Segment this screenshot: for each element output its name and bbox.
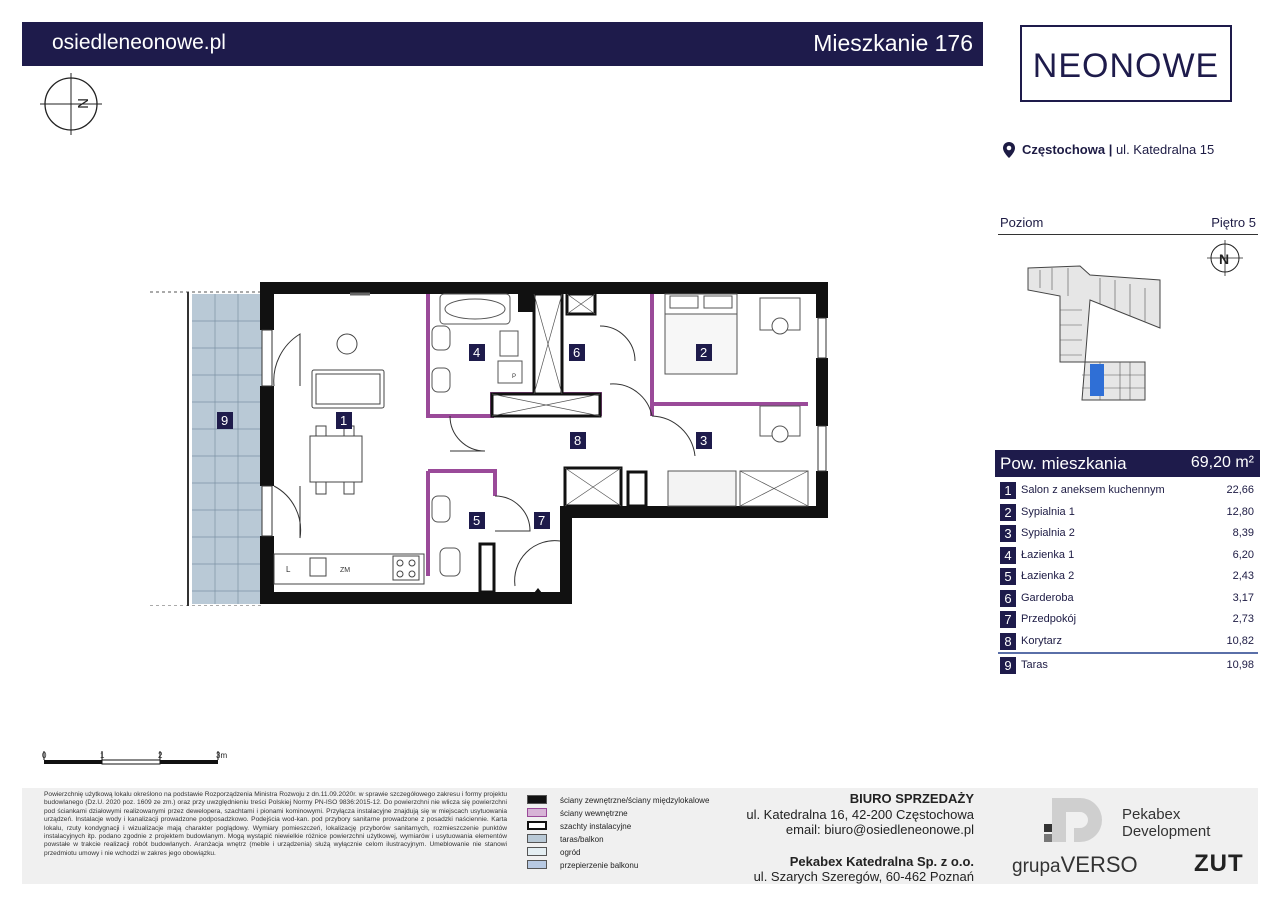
rooms-table <box>1000 481 1256 653</box>
legend-swatch <box>527 860 547 869</box>
room-label-1: 1 <box>340 413 348 428</box>
disclaimer-text: Powierzchnię użytkową lokalu określono na podstawie Rozporządzenia Ministra Rozwoju z dn.11.09.2020r. w sprawie szczegółowego zakresu i formy projektu budowlanego (Dz.U. 2020 poz. 1609 ze zm.) oraz przy uwzględnieniu treści Polskiej Normy PN-ISO 9836:2015-12. Do powierzchni nie wlicza się powierzchni pod ściankami działowymi realizowanymi przez dewelopera, szachtami i pionami kominowymi. Przyłącza instalacyjne znajdują się w miejscach usytuowania urządzeń. Instalacje wody i kanalizacji prowadzone podposadzkowo. Podejścia wod-kan. pod przybory sanitarne prowadzone z posadzki naściennie. Karta lokalu, rzuty kondygnacji i wizualizacje mają charakter poglądowy. Wymiary pomieszczeń, lokalizację przyborów sanitarnych, rozmieszczenie punktów instalacyjnych itp. podano zgodnie z projektem budowlanym. Mogą wystąpić niewielkie różnice powierzchni użytkowej, wymiarów i usytuowania elementów powstałe w trakcie realizacji robót budowlanych. Aranżacja wnętrz (meble i urządzenia) służą wyłącznie celom ilustracyjnym. Umeblowanie nie stanowi przedmiotu umowy i nie wchodzi w zakres jego obowiązku. <box>44 791 507 857</box>
room-number: 8 <box>1000 633 1016 650</box>
bed-icon <box>665 294 737 374</box>
room-area: 2,73 <box>1232 613 1254 625</box>
legend-label: ściany wewnętrzne <box>560 809 628 818</box>
room-area: 12,80 <box>1226 505 1254 518</box>
sink-label: L <box>286 565 291 574</box>
office-address: ul. Katedralna 16, 42-200 Częstochowa <box>746 806 974 822</box>
room-name: Sypialnia 1 <box>1021 505 1075 518</box>
legend-swatch <box>527 821 547 830</box>
room-label-2: 2 <box>700 345 708 360</box>
area-header <box>995 450 1260 477</box>
area-label: Pow. mieszkania <box>1000 454 1127 473</box>
room-number: 9 <box>1000 657 1016 674</box>
room-area: 10,98 <box>1226 659 1254 671</box>
building-key-plan <box>1020 240 1260 415</box>
level-value: Piętro 5 <box>1211 215 1256 230</box>
scale-bar <box>40 748 240 768</box>
room-row <box>1000 503 1256 525</box>
address-city: Częstochowa <box>1022 142 1106 157</box>
room-area: 3,17 <box>1232 591 1254 604</box>
room-row <box>1000 589 1256 611</box>
scale-tick-2: 2 <box>158 751 163 760</box>
room-area: 10,82 <box>1226 634 1254 647</box>
room-number: 6 <box>1000 590 1016 607</box>
room-name: Łazienka 2 <box>1021 570 1075 582</box>
address-street: ul. Katedralna 15 <box>1115 142 1215 157</box>
site-link[interactable]: osiedleneonowe.pl <box>52 31 226 54</box>
address-separator: | <box>1105 142 1116 157</box>
legend-label: taras/balkon <box>560 835 604 844</box>
room-name: Salon z aneksem kuchennym <box>1021 484 1165 496</box>
room-label-7: 7 <box>538 513 546 528</box>
company-name: Pekabex Katedralna Sp. z o.o. <box>789 853 974 869</box>
level-info <box>1000 215 1256 230</box>
room-area: 8,39 <box>1232 527 1254 539</box>
room-number: 5 <box>1000 568 1016 585</box>
scale-tick-3: 3m <box>216 751 228 760</box>
scale-tick-0: 0 <box>42 751 47 760</box>
room-row <box>1000 546 1256 568</box>
logo-text: NEONOWE <box>1032 47 1220 85</box>
room-name: Sypialnia 2 <box>1021 527 1075 539</box>
apartment-title: Mieszkanie 176 <box>813 30 973 56</box>
room-area: 2,43 <box>1232 570 1254 582</box>
legend-swatch <box>527 808 547 817</box>
living-furniture <box>274 334 424 584</box>
compass-icon <box>40 73 102 135</box>
room-row <box>1000 481 1256 503</box>
legend-swatch <box>527 834 547 843</box>
room-area: 22,66 <box>1226 484 1254 496</box>
pekabex-logo-icon <box>1040 794 1110 844</box>
room-label-4: 4 <box>473 345 481 360</box>
room-name: Przedpokój <box>1021 613 1077 625</box>
compass-label: N <box>74 98 91 109</box>
fridge-label: P <box>512 374 517 380</box>
legend-label: przepierzenie balkonu <box>560 861 639 870</box>
terrace-area <box>150 292 262 606</box>
room-label-5: 5 <box>473 513 481 528</box>
room-number: 3 <box>1000 525 1016 542</box>
scale-tick-1: 1 <box>100 751 105 760</box>
legend-swatch <box>527 795 547 804</box>
room-name: Korytarz <box>1021 634 1062 647</box>
area-value: 69,20 m² <box>1190 454 1254 471</box>
room-number: 7 <box>1000 611 1016 628</box>
room-number: 4 <box>1000 547 1016 564</box>
office-title: BIURO SPRZEDAŻY <box>849 791 974 806</box>
room-name: Taras <box>1021 659 1048 671</box>
room-row <box>1000 632 1256 654</box>
room-label-8: 8 <box>574 433 582 448</box>
zut-logo: ZUT <box>1194 850 1244 877</box>
room-name: Garderoba <box>1021 591 1074 604</box>
header-bar <box>22 22 983 66</box>
sales-office <box>746 791 974 885</box>
room-number: 1 <box>1000 482 1016 499</box>
company-address: ul. Szarych Szeregów, 60-462 Poznań <box>753 869 974 884</box>
room-area: 6,20 <box>1232 548 1254 561</box>
room-number: 2 <box>1000 504 1016 521</box>
room-label-6: 6 <box>573 345 581 360</box>
dishwasher-label: ZM <box>340 567 351 574</box>
location-pin-icon <box>1002 142 1016 158</box>
level-divider <box>998 234 1258 235</box>
apartment-highlight <box>1090 364 1104 396</box>
office-email[interactable]: email: biuro@osiedleneonowe.pl <box>785 822 974 837</box>
mini-compass-icon <box>1207 240 1243 276</box>
address <box>1008 142 1214 157</box>
legend-label: szachty instalacyjne <box>560 822 632 831</box>
neonowe-logo <box>1020 25 1232 102</box>
room-row <box>1000 567 1256 589</box>
mini-compass-label: N <box>1219 251 1230 267</box>
room-row <box>1000 524 1256 546</box>
room-label-9: 9 <box>221 413 229 428</box>
terrace-row <box>1000 656 1256 678</box>
legend-swatch <box>527 847 547 856</box>
legend-label: ogród <box>560 848 581 857</box>
bathtub-icon <box>432 294 522 392</box>
pekabex-name: Pekabex Development <box>1122 806 1211 840</box>
level-label: Poziom <box>1000 215 1044 230</box>
rooms-divider <box>998 652 1258 654</box>
legend-label: ściany zewnętrzne/ściany międzylokalowe <box>560 796 710 805</box>
grupa-verso-logo: grupaVERSO <box>1012 852 1138 877</box>
room-label-3: 3 <box>700 433 708 448</box>
footer <box>22 788 1258 884</box>
room-row <box>1000 610 1256 632</box>
floor-plan <box>140 276 840 606</box>
room-name: Łazienka 1 <box>1021 548 1075 561</box>
